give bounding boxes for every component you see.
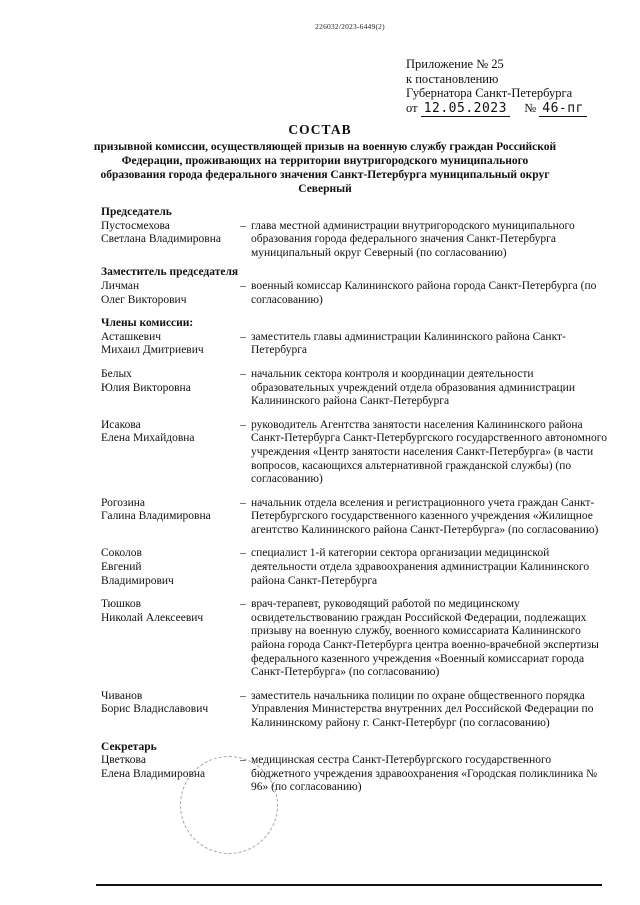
document-number: 226032/2023-6449(2) (315, 22, 385, 31)
dash: – (240, 279, 246, 292)
dash: – (240, 689, 246, 702)
member-role: глава местной администрации внутригородского муниципального образования города федерального значения Санкт-Петербурга муниципальный округ Северный (по согласованию) (251, 219, 575, 259)
commission-list (101, 206, 611, 795)
member-entry (101, 690, 611, 731)
member-entry (101, 331, 611, 358)
member-name: Тюшков Николай Алексеевич (101, 598, 204, 624)
member-role: заместитель начальника полиции по охране общественного порядка Управления Министерства внутренних дел Российской Федерации по Калининскому району г. Санкт-Петербург (по согласованию) (251, 689, 594, 729)
section-heading-secretary: Секретарь (101, 740, 157, 753)
document-subtitle: призывной комиссии, осуществляющей призыв на военную службу граждан Российской Федерации, проживающих на территории внутригородского муниципального образования города федерального значения Санкт-Петербурга муниципальный округ Северный (93, 141, 557, 195)
member-name: Цветкова Елена Владимировна (101, 754, 206, 780)
dash: – (240, 547, 246, 560)
date-prefix: от (406, 100, 418, 115)
member-role: заместитель главы администрации Калининского района Санкт-Петербурга (251, 330, 566, 357)
section-heading-chair: Председатель (101, 206, 172, 218)
member-role: начальник сектора контроля и координации деятельности образовательных учреждений отдела образования администрации Калининского района Санкт-Петербурга (251, 367, 575, 408)
document-title: СОСТАВ (288, 122, 352, 137)
decree-date: 12.05.2023 (421, 101, 510, 117)
member-name: Белых Юлия Викторовна (101, 367, 191, 394)
member-name: Чиванов Борис Владиславович (101, 689, 209, 716)
appendix-block (406, 57, 626, 116)
member-entry (101, 598, 611, 680)
member-entry (101, 280, 611, 307)
appendix-number: Приложение № 25 (406, 57, 504, 71)
member-name: Исакова Елена Михайдовна (101, 418, 195, 445)
member-role: руководитель Агентства занятости населения Калининского района Санкт-Петербурга Санкт-Петербургского государственного автономного учреждения «Центр занятости населения Санкт-Петербурга» (в части вопросов, касающихся альтернативной гражданской службы) (по согласованию) (251, 418, 607, 486)
member-entry (101, 368, 611, 409)
stamp-circle (180, 756, 278, 854)
member-entry (101, 547, 611, 588)
member-role: начальник отдела вселения и регистрационного учета граждан Санкт-Петербургского государственного казенного учреждения «Жилищное агентство Калининского района Санкт-Петербурга» (по согласованию) (251, 496, 599, 536)
dash: – (240, 598, 246, 611)
member-name: Соколов Евгений Владимирович (101, 547, 174, 587)
dash: – (240, 754, 246, 767)
member-entry (101, 220, 611, 261)
member-role: специалист 1-й категории сектора организации медицинской деятельности отдела здравоохранения администрации Калининского района Санкт-Петербурга (251, 547, 590, 587)
member-role: медицинская сестра Санкт-Петербургского государственного бюджетного учреждения здравоохранения «Городская поликлиника № 96» (по согласованию) (251, 754, 598, 794)
member-name: Личман Олег Викторович (101, 279, 187, 306)
member-name: Асташкевич Михаил Дмитриевич (101, 330, 204, 357)
member-role: военный комиссар Калининского района города Санкт-Петербурга (по согласованию) (251, 279, 597, 306)
decree-number: 46-пг (539, 101, 587, 117)
member-name: Пустосмехова Светлана Владимировна (101, 219, 221, 246)
member-entry (101, 754, 611, 795)
dash: – (240, 367, 246, 380)
member-entry (101, 497, 611, 538)
section-heading-deputy: Заместитель председателя (101, 266, 239, 279)
member-entry (101, 419, 611, 487)
dash: – (240, 418, 246, 431)
member-name: Рогозина Галина Владимировна (101, 496, 211, 523)
appendix-decree-ref: к постановлению (406, 71, 499, 86)
section-heading-members: Члены комиссии: (101, 317, 194, 330)
bottom-rule (96, 884, 602, 886)
dash: – (240, 496, 246, 509)
dash: – (240, 330, 246, 343)
number-prefix: № (524, 100, 537, 115)
appendix-governor: Губернатора Санкт-Петербурга (406, 86, 573, 100)
appendix-date-line (406, 101, 626, 117)
member-role: врач-терапевт, руководящий работой по медицинскому освидетельствованию граждан Российской Федерации, подлежащих призыву на военную службу, военного комиссариата Калининского района города Санкт-Петербурга центра военно-врачебной экспертизы федерального казенного учреждения «Военный комиссариат города Санкт-Петербурга» (по согласованию) (251, 598, 599, 679)
dash: – (240, 219, 246, 232)
